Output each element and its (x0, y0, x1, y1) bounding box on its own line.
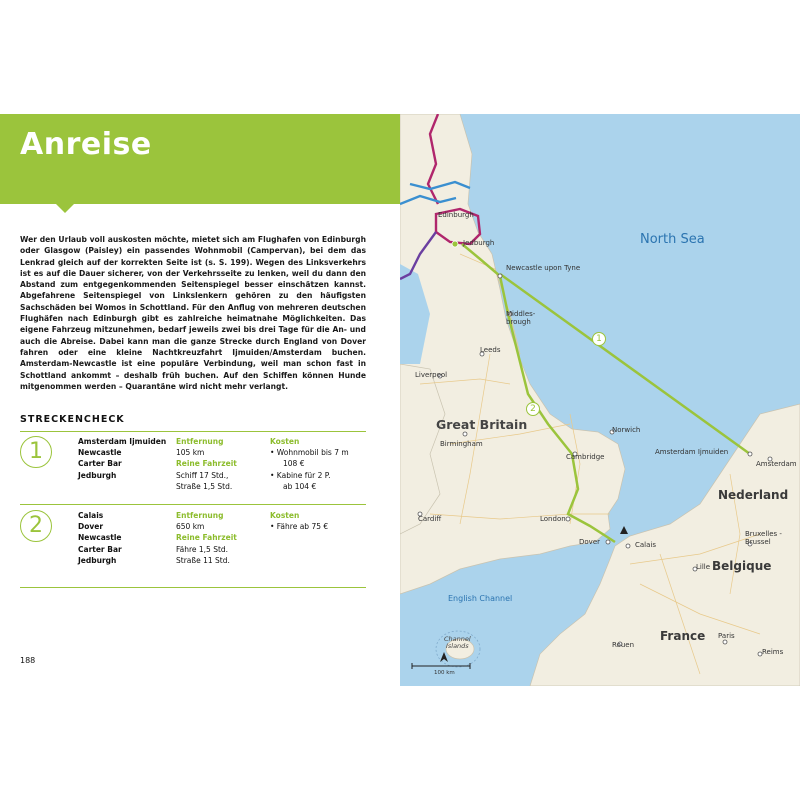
label-english-channel: English Channel (448, 594, 513, 603)
distance-value: 105 km (176, 448, 205, 458)
label-cambridge: Cambridge (566, 453, 605, 461)
station: Calais (78, 511, 104, 520)
time-value: Straße 1,5 Std. (176, 481, 233, 491)
label-jedburgh: Jedburgh (463, 239, 495, 247)
label-reims: Reims (762, 648, 784, 656)
route-number-badge: 1 (20, 436, 52, 468)
station: Carter Bar (78, 544, 122, 554)
time-label: Reine Fahrzeit (176, 533, 237, 543)
route-1-marker: 1 (592, 332, 606, 346)
label-liverpool: Liverpool (415, 371, 448, 379)
station: Amsterdam Ijmuiden (78, 437, 167, 446)
label-amsterdam: Amsterdam (756, 460, 797, 468)
page-title: Anreise (20, 127, 152, 162)
divider (20, 431, 366, 432)
divider (20, 504, 366, 505)
label-north-sea: North Sea (640, 232, 705, 247)
scale-label: 100 km (434, 670, 455, 676)
label-leeds: Leeds (480, 346, 501, 354)
route-stations (78, 510, 122, 566)
banner-notch (56, 204, 74, 213)
islands-line: Channel (444, 635, 471, 643)
label-belgique: Belgique (712, 559, 772, 573)
route-number-badge: 2 (20, 510, 52, 542)
islands-line: Islands (445, 642, 469, 650)
label-newcastle: Newcastle upon Tyne (506, 264, 581, 272)
time-label: Reine Fahrzeit (176, 459, 237, 469)
cost-value: 108 € (283, 459, 305, 469)
time-value: Straße 11 Std. (176, 555, 230, 565)
cost-label: Kosten (270, 511, 300, 520)
divider (20, 587, 366, 588)
route-distance-time (176, 510, 237, 566)
label-cardiff: Cardiff (418, 515, 442, 523)
label-lille: Lille (696, 563, 711, 571)
label-france: France (660, 629, 706, 643)
label-nederland: Nederland (718, 488, 789, 502)
cost-item: • Fähre ab 75 € (270, 522, 329, 532)
station: Newcastle (78, 533, 122, 543)
cost-label: Kosten (270, 437, 300, 446)
label-channel-islands (444, 636, 471, 650)
label-birmingham: Birmingham (440, 440, 483, 448)
label-middlesbrough: Middles- brough (506, 310, 536, 326)
label-london: London (540, 515, 566, 523)
cost-item: • Kabine für 2 P. (270, 470, 331, 480)
label-dover: Dover (579, 538, 600, 546)
north-arrow-icon (440, 652, 448, 662)
route-distance-time (176, 436, 237, 492)
book-spread (0, 114, 800, 686)
station: Jedburgh (78, 555, 117, 565)
title-banner (0, 114, 400, 204)
time-value: Fähre 1,5 Std. (176, 544, 229, 554)
cost-item: • Wohnmobil bis 7 m (270, 448, 349, 458)
route-costs (270, 510, 328, 532)
label-edinburgh: Edinburgh (438, 211, 474, 219)
cost-value: ab 104 € (283, 481, 317, 491)
label-paris: Paris (718, 632, 735, 640)
distance-label: Entfernung (176, 511, 224, 520)
distance-value: 650 km (176, 522, 205, 532)
route-2-marker: 2 (526, 402, 540, 416)
label-calais: Calais (635, 541, 657, 549)
ferry-marker (620, 526, 628, 534)
text-page (0, 114, 400, 686)
distance-label: Entfernung (176, 437, 224, 446)
time-value: Schiff 17 Std., (176, 470, 229, 480)
station: Newcastle (78, 448, 122, 458)
route-stations (78, 436, 166, 481)
station: Dover (78, 522, 104, 532)
label-norwich: Norwich (612, 426, 641, 434)
station: Carter Bar (78, 459, 122, 469)
route-map (400, 114, 800, 686)
label-bruxelles: Bruxelles - Brussel (745, 530, 782, 546)
page-number: 188 (20, 656, 36, 665)
intro-paragraph: Wer den Urlaub voll auskosten möchte, mietet sich am Flughafen von Edinburgh oder Glasgow (Paisley) ein passendes Wohnmobil (Campervan), bei dem das Lenkrad gleich auf der korrekten Seite ist (s. S. 199). Wegen des Linksverkehrs ist es auf die Dauer sicherer, von der Verkehrsseite zu lenken, weil du dann den Abstand zum entgegenkommenden Seitenspiegel besser einschätzen kannst. Abgefahrene Seitenspiegel von Linkslenkern gehören zu den häufigsten Sachschäden bei Womos in Schottland. Für den Anflug von mehreren deutschen Flughäfen nach Edinburgh gibt es zahlreiche heimatnahe Möglichkeiten. Das eigene Fahrzeug mitzunehmen, bedarf jeweils zwei bis drei Tage für die An- und auch die Abreise. Dabei kann man die ganze Strecke durch England von Dover fahren oder eine kleine Nachtkreuzfahrt Ijmuiden/Amsterdam buchen. Amsterdam-Newcastle ist eine populäre Verbindung, weil man schon fast in Schottland ankommt – deshalb früh buchen. Auf den Schiffen können Hunde mitgenommen werden – Quarantäne wird nicht mehr verlangt. (20, 235, 366, 391)
label-great-britain: Great Britain (436, 417, 528, 432)
streckencheck-heading: STRECKENCHECK (20, 414, 125, 425)
label-amsterdam-ijmuiden: Amsterdam Ijmuiden (655, 448, 729, 456)
label-rouen: Rouen (612, 641, 635, 649)
route-costs (270, 436, 349, 492)
station: Jedburgh (78, 470, 117, 480)
